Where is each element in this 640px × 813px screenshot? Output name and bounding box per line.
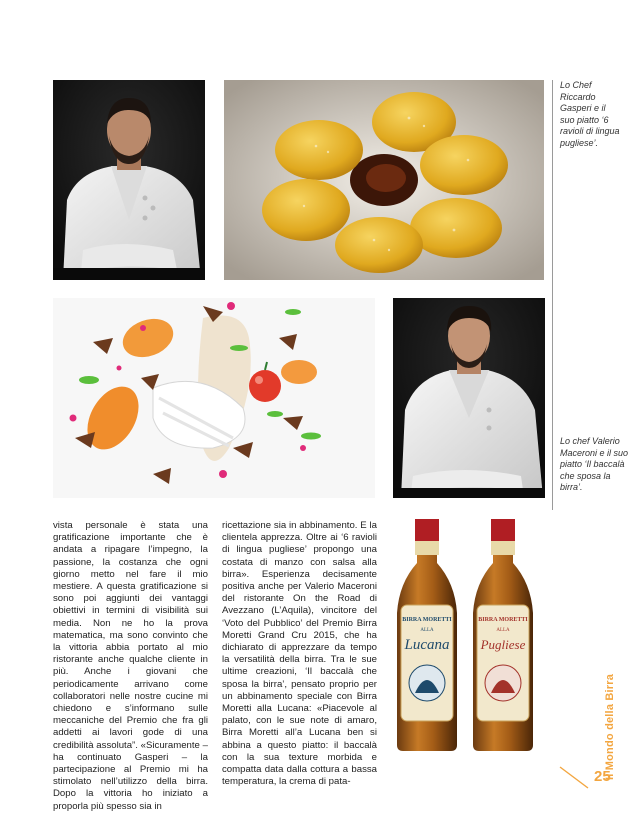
article-text-col2: ricettazione sia in abbinamento. E la clientela apprezza. Oltre ai ‘6 ravioli di lingua pugliese’ propongo una costata di manzo con salsa alla birra». Esperienza decisamente positiva anche per Valerio Maceroni del ristorante On the Road di Avezzano (L’Aquila), vincitore del ‘Voto del Pubblico’ del Premio Birra Moretti Grand Cru 2015, che ha dichiarato di apprezzare da tempo la versatilità della birra. Tra le sue ultime creazioni, ‘Il baccalà che sposa la birra’, pensato proprio per un abbinamento speciale con Birra Moretti alla Lucana: «Piacevole al palato, con le sue note di amaro, Birra Moretti all’a Lucana ben si abbina a questo piatto: il baccalà con la sua texture morbida e compatta data dalla cottura a bassa temperatura, la crema di pata-	[222, 520, 377, 788]
bottle-lucana	[397, 519, 457, 751]
bottle-lucana-name: Lucana	[404, 637, 450, 653]
bottle-pugliese-name: Pugliese	[480, 637, 526, 652]
article-column-1	[53, 520, 208, 813]
bottle-lucana-alla: ALLA	[420, 628, 434, 633]
ravioli-dish-photo	[224, 80, 544, 280]
baccala-dish-photo	[53, 298, 375, 498]
chef-maceroni-photo	[393, 298, 545, 498]
caption-maceroni: Lo chef Valerio Maceroni e il suo piatto ‘Il baccalà che sposa la birra’.	[560, 436, 629, 492]
bottle-lucana-brand: BIRRA MORETTI	[402, 617, 452, 623]
chef-gasperi-photo	[53, 80, 205, 280]
beer-bottles-photo	[385, 517, 545, 752]
article-text-col1: vista personale è stata una gratificazione importante che è andata a ripagare l’impegno, la passione, la costanza che ogni giorno metto nel fare il mio mestiere. A questa gratificazione si sono poi aggiunti dei vantaggi obiettivi in termini di visibilità sui media. Non ne ho la prova matematica, ma sono convinto che la vittoria abbia portato al mio ristorante anche qualche cliente in più. Anche i giovani che periodicamente arrivano come collaboratori nelle nostre cucine mi chiedono e s’informano sulle meccaniche del Premio che fra gli addetti ai lavori gode di una credibilità assoluta”. «Sicuramente – ha continuato Gasperi – la partecipazione al Premio mi ha stimolato nell’utilizzo della birra. Dopo la vittoria ho iniziato a proporla più spesso sia in	[53, 520, 208, 812]
article-column-2	[222, 520, 377, 788]
caption-gasperi: Lo Chef Riccardo Gasperi e il suo piatto ‘6 ravioli di lingua pugliese’.	[560, 80, 620, 148]
bottle-pugliese-brand: BIRRA MORETTI	[478, 617, 528, 623]
magazine-section-title: Il Mondo della Birra	[604, 673, 616, 780]
page-number-accent	[560, 767, 594, 789]
caption-divider	[552, 80, 553, 510]
bottle-pugliese-alla: ALLA	[496, 628, 510, 633]
bottle-pugliese	[473, 519, 533, 751]
page-number: 25	[594, 768, 611, 785]
